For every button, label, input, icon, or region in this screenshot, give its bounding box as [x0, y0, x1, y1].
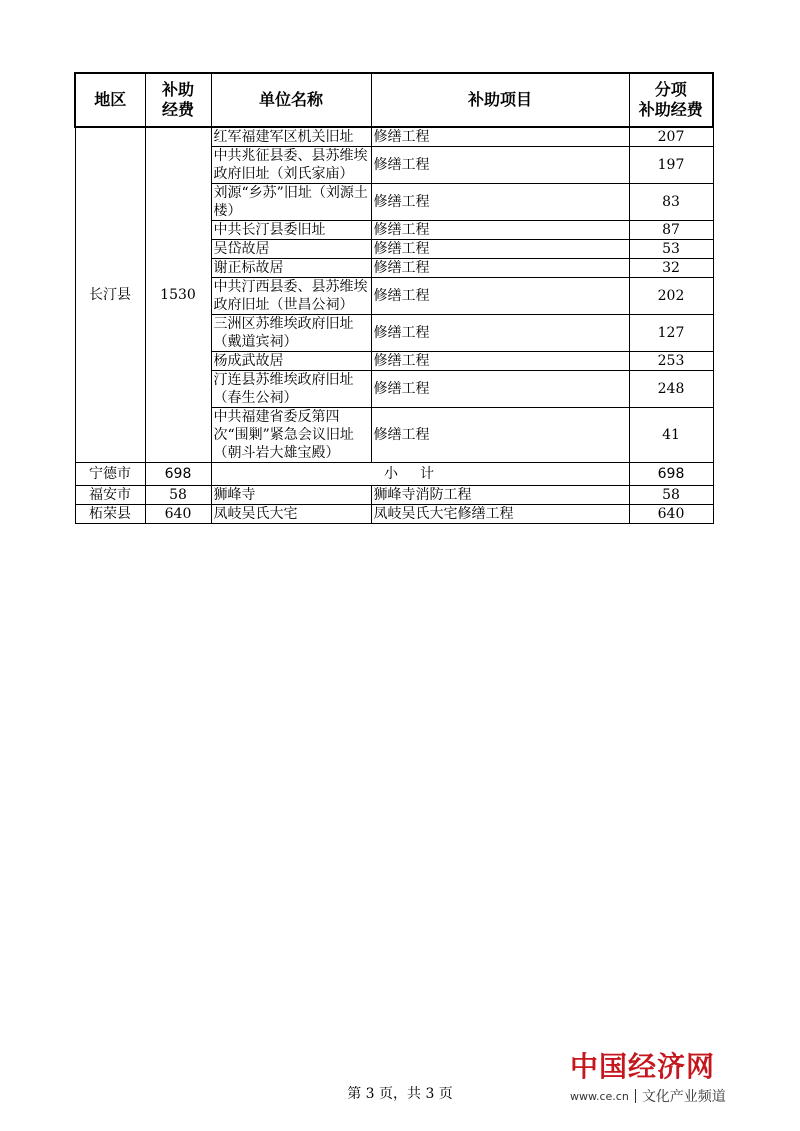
unit-cell: 红军福建军区机关旧址: [211, 127, 371, 147]
region-changting: 长汀县: [75, 127, 145, 463]
subtotal-row: [75, 463, 713, 486]
watermark-title: 中国经济网: [570, 1050, 716, 1083]
watermark-line: [570, 1086, 770, 1106]
project-cell: 修缮工程: [371, 408, 629, 463]
project-cell: 修缮工程: [371, 315, 629, 352]
table-row: [75, 127, 713, 147]
header-item-line1: 分项: [654, 80, 687, 99]
unit-cell: 吴岱故居: [211, 240, 371, 259]
subsidy-fuan: 58: [145, 486, 211, 505]
unit-cell: 中共汀西县委、县苏维埃政府旧址（世昌公祠）: [211, 278, 371, 315]
project-cell: 凤岐吴氏大宅修缮工程: [371, 505, 629, 524]
unit-cell: 三洲区苏维埃政府旧址（戴道宾祠）: [211, 315, 371, 352]
amount-cell: 32: [629, 259, 713, 278]
unit-cell: 中共福建省委反第四次“围剿”紧急会议旧址（朝斗岩大雄宝殿）: [211, 408, 371, 463]
amount-cell: 640: [629, 505, 713, 524]
project-cell: 修缮工程: [371, 240, 629, 259]
project-cell: 修缮工程: [371, 371, 629, 408]
subsidy-table: [74, 72, 714, 524]
header-subsidy: [145, 73, 211, 127]
amount-cell: 202: [629, 278, 713, 315]
table-row: [75, 505, 713, 524]
amount-cell: 197: [629, 147, 713, 184]
page-number: 第 3 页，共 3 页: [347, 1086, 453, 1102]
amount-cell: 53: [629, 240, 713, 259]
subsidy-changting: 1530: [145, 127, 211, 463]
project-cell: 修缮工程: [371, 259, 629, 278]
project-cell: 修缮工程: [371, 278, 629, 315]
project-cell: 狮峰寺消防工程: [371, 486, 629, 505]
unit-cell: 谢正标故居: [211, 259, 371, 278]
amount-cell: 83: [629, 184, 713, 221]
amount-cell: 253: [629, 352, 713, 371]
unit-cell: 汀连县苏维埃政府旧址（春生公祠）: [211, 371, 371, 408]
header-project: 补助项目: [371, 73, 629, 127]
subtotal-amount: 698: [629, 463, 713, 486]
amount-cell: 207: [629, 127, 713, 147]
subsidy-ningde: 698: [145, 463, 211, 486]
amount-cell: 248: [629, 371, 713, 408]
unit-cell: 狮峰寺: [211, 486, 371, 505]
project-cell: 修缮工程: [371, 184, 629, 221]
unit-cell: 凤岐吴氏大宅: [211, 505, 371, 524]
subtotal-label: 小计: [211, 463, 629, 486]
project-cell: 修缮工程: [371, 127, 629, 147]
amount-cell: 41: [629, 408, 713, 463]
subsidy-zherong: 640: [145, 505, 211, 524]
header-item-amount: [629, 73, 713, 127]
header-unit: 单位名称: [211, 73, 371, 127]
unit-cell: 中共长汀县委旧址: [211, 221, 371, 240]
region-ningde: 宁德市: [75, 463, 145, 486]
watermark-divider: [635, 1089, 636, 1103]
header-subsidy-line1: 补助: [161, 80, 194, 99]
unit-cell: 中共兆征县委、县苏维埃政府旧址（刘氏家庙）: [211, 147, 371, 184]
region-zherong: 柘荣县: [75, 505, 145, 524]
watermark-channel: 文化产业频道: [641, 1089, 726, 1105]
unit-cell: 杨成武故居: [211, 352, 371, 371]
amount-cell: 58: [629, 486, 713, 505]
header-region: 地区: [75, 73, 145, 127]
header-subsidy-line2: 经费: [161, 100, 194, 119]
unit-cell: 刘源“乡苏”旧址（刘源土楼）: [211, 184, 371, 221]
project-cell: 修缮工程: [371, 221, 629, 240]
region-fuan: 福安市: [75, 486, 145, 505]
project-cell: 修缮工程: [371, 352, 629, 371]
amount-cell: 87: [629, 221, 713, 240]
amount-cell: 127: [629, 315, 713, 352]
table-row: [75, 486, 713, 505]
project-cell: 修缮工程: [371, 147, 629, 184]
header-item-line2: 补助经费: [638, 100, 703, 119]
header-row: [75, 73, 713, 127]
watermark-logo: [570, 1052, 770, 1106]
watermark-url: www.ce.cn: [570, 1089, 629, 1103]
